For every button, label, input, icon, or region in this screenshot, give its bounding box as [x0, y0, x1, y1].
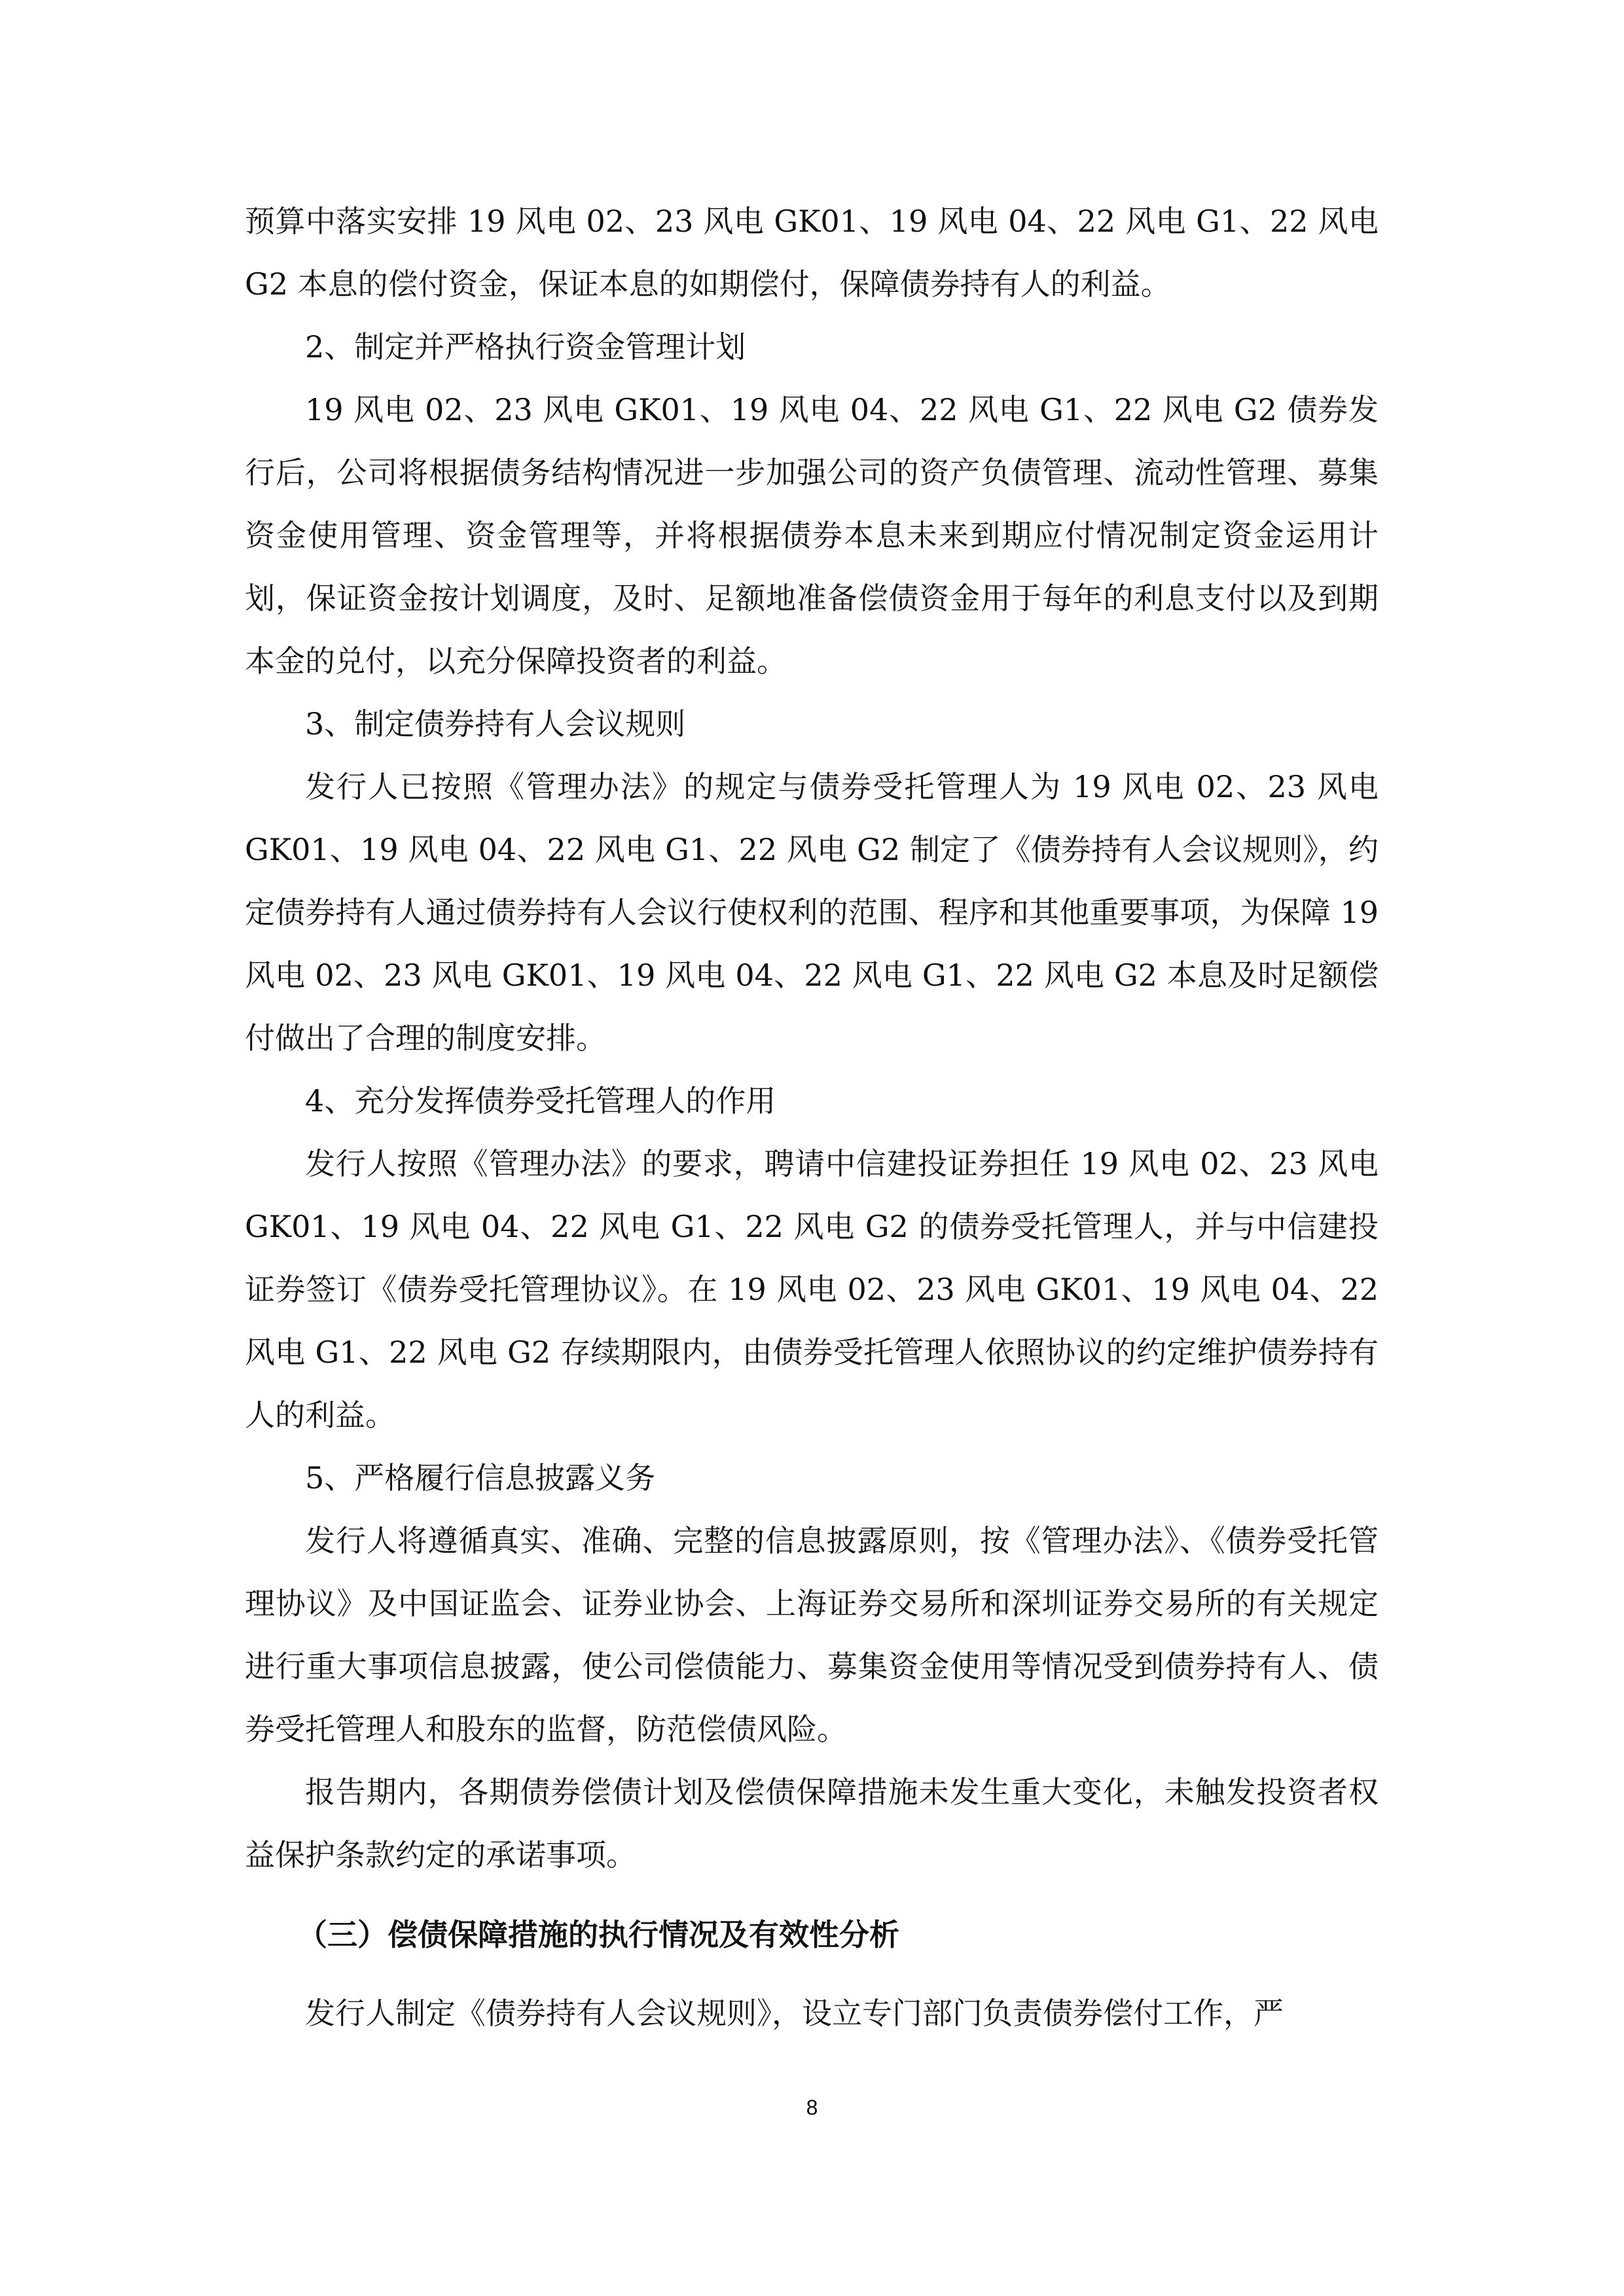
paragraph-reporting-period: 报告期内，各期债券偿债计划及偿债保障措施未发生重大变化，未触发投资者权益保护条款约定的承诺事项。 — [245, 1774, 1379, 1873]
paragraph-fund-management: 19 风电 02、23 风电 GK01、19 风电 04、22 风电 G1、22 风电 G2 债券发行后，公司将根据债务结构情况进一步加强公司的资产负债管理、流动性管理、募集资金使用管理、资金管理等，并将根据债券本息未来到期应付情况制定资金运用计划，保证资金按计划调度，及时、足额地准备偿债资金用于每年的利息支付以及到期本金的兑付，以充分保障投资者的利益。 — [245, 392, 1379, 679]
paragraph-holder-meeting-rules: 发行人已按照《管理办法》的规定与债券受托管理人为 19 风电 02、23 风电 GK01、19 风电 04、22 风电 G1、22 风电 G2 制定了《债券持有人会议规则》，约定债券持有人通过债券持有人会议行使权利的范围、程序和其他重要事项，为保障 19 风电 02、23 风电 GK01、19 风电 04、22 风电 G1、22 风电 G2 本息及时足额偿付做出了合理的制度安排。 — [245, 769, 1379, 1056]
section-heading: （三）偿债保障措施的执行情况及有效性分析 — [297, 1917, 899, 1952]
paragraph-execution: 发行人制定《债券持有人会议规则》，设立专门部门负责债券偿付工作，严 — [305, 1996, 1284, 2031]
paragraph-trustee-role: 发行人按照《管理办法》的要求，聘请中信建投证券担任 19 风电 02、23 风电 GK01、19 风电 04、22 风电 G1、22 风电 G2 的债券受托管理人，并与中信建投证券签订《债券受托管理协议》。在 19 风电 02、23 风电 GK01、19 风电 04、22 风电 G1、22 风电 G2 存续期限内，由债券受托管理人依照协议的约定维护债券持有人的利益。 — [245, 1146, 1379, 1433]
page-number: 8 — [806, 2096, 818, 2119]
paragraph-continued: 预算中落实安排 19 风电 02、23 风电 GK01、19 风电 04、22 风电 G1、22 风电 G2 本息的偿付资金，保证本息的如期偿付，保障债券持有人的利益。 — [245, 204, 1379, 302]
paragraph-disclosure: 发行人将遵循真实、准确、完整的信息披露原则，按《管理办法》、《债券受托管理协议》及中国证监会、证券业协会、上海证券交易所和深圳证券交易所的有关规定进行重大事项信息披露，使公司偿债能力、募集资金使用等情况受到债券持有人、债券受托管理人和股东的监督，防范偿债风险。 — [245, 1523, 1379, 1747]
subheading-2: 2、制定并严格执行资金管理计划 — [305, 329, 746, 365]
document-body — [245, 190, 1379, 2045]
subheading-3: 3、制定债券持有人会议规则 — [305, 706, 686, 742]
subheading-5: 5、严格履行信息披露义务 — [305, 1460, 656, 1496]
subheading-4: 4、充分发挥债券受托管理人的作用 — [305, 1083, 776, 1119]
